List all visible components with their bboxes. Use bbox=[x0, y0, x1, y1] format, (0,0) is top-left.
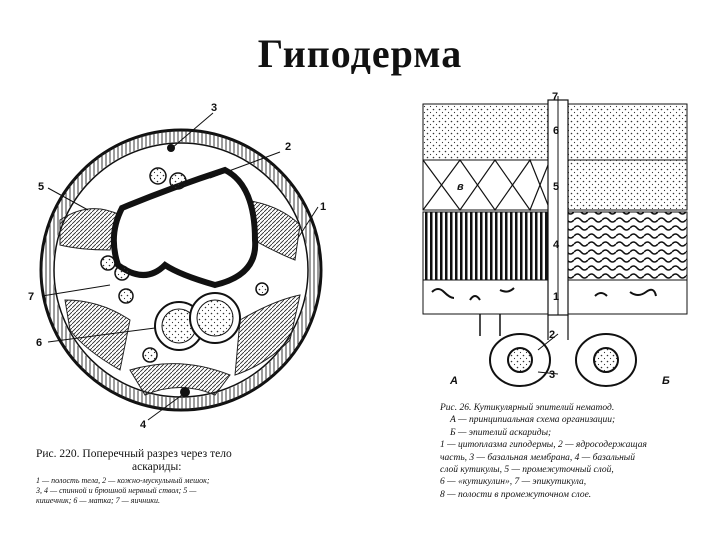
label-2: 2 bbox=[285, 141, 292, 153]
left-caption-line: 3, 4 — спинной и брюшной нервный ствол; 5 — bbox=[36, 486, 197, 495]
right-caption-line: часть, 3 — базальная мембрана, 4 — базальный bbox=[440, 452, 635, 463]
left-caption-line: кишечник; 6 — матка; 7 — яичники. bbox=[36, 496, 160, 505]
label-v: в bbox=[457, 181, 464, 193]
left-caption-head: Рис. 220. Поперечный разрез через тело bbox=[36, 448, 232, 460]
label-6: 6 bbox=[36, 337, 43, 349]
label-2-right: 2 bbox=[549, 329, 556, 341]
label-1: 1 bbox=[320, 201, 327, 213]
layer-4: 4 bbox=[553, 239, 560, 251]
label-3: 3 bbox=[211, 102, 218, 114]
page-title: Гиподерма bbox=[257, 31, 463, 76]
part-b: Б bbox=[662, 375, 670, 387]
right-caption-line: слой кутикулы, 5 — промежуточный слой, bbox=[440, 465, 614, 476]
cuticle-diagram bbox=[423, 91, 687, 387]
right-caption bbox=[440, 402, 695, 501]
left-caption bbox=[36, 448, 326, 506]
right-caption-line: Рис. 26. Кутикулярный эпителий нематод. bbox=[440, 403, 615, 413]
label-3-right: 3 bbox=[549, 369, 556, 381]
label-4: 4 bbox=[140, 419, 147, 431]
right-caption-line: Б — эпителий аскариды; bbox=[450, 427, 552, 438]
label-7: 7 bbox=[28, 291, 35, 303]
right-caption-line: 6 — «кутикулин», 7 — эпикутикула, bbox=[440, 477, 587, 488]
label-5: 5 bbox=[38, 181, 45, 193]
left-caption-head2: аскариды: bbox=[132, 461, 182, 473]
layer-5: 5 bbox=[553, 181, 560, 193]
part-a: А bbox=[450, 375, 458, 387]
ascaris-cross-section bbox=[28, 102, 326, 431]
right-caption-line: 8 — полости в промежуточном слое. bbox=[440, 489, 592, 500]
right-caption-line: А — принципиальная схема организации; bbox=[450, 415, 616, 426]
layer-7: 7 bbox=[552, 91, 559, 103]
left-caption-line: 1 — полость тела, 2 — кожно-мускульный мешок; bbox=[36, 476, 210, 485]
right-caption-line: 1 — цитоплазма гиподермы, 2 — ядросодержащая bbox=[440, 440, 647, 451]
layer-6: 6 bbox=[553, 125, 560, 137]
layer-1: 1 bbox=[553, 291, 560, 303]
